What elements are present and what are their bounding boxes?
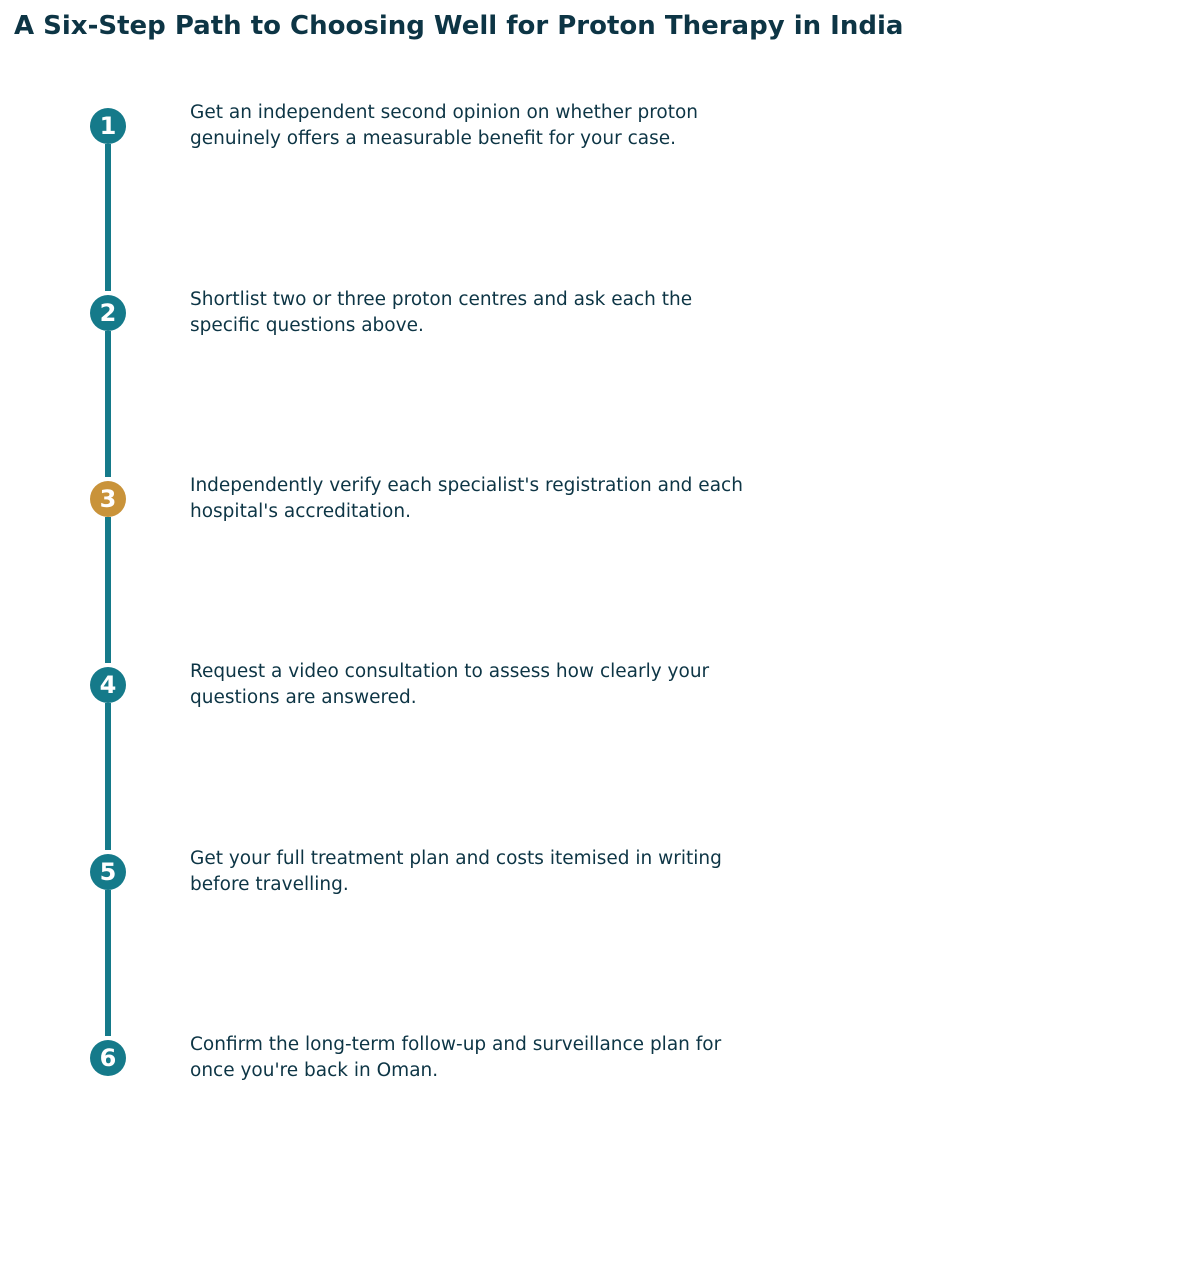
step-connector-4-5 [105, 703, 111, 850]
step-marker-3: 3 [90, 481, 126, 517]
page-title: A Six-Step Path to Choosing Well for Proton Therapy in India [14, 11, 904, 41]
step-connector-3-4 [105, 517, 111, 663]
step-connector-2-3 [105, 331, 111, 477]
step-connector-1-2 [105, 144, 111, 291]
step-marker-4: 4 [90, 667, 126, 703]
step-text-3: Independently verify each specialist's registration and each hospital's accreditation. [190, 475, 743, 522]
step-connector-5-6 [105, 890, 111, 1036]
step-marker-5: 5 [90, 854, 126, 890]
step-marker-2: 2 [90, 295, 126, 331]
step-text-5: Get your full treatment plan and costs itemised in writing before travelling. [190, 848, 722, 895]
step-text-1: Get an independent second opinion on whether proton genuinely offers a measurable benefit for your case. [190, 102, 699, 149]
step-text-4: Request a video consultation to assess how clearly your questions are answered. [190, 661, 710, 708]
step-text-2: Shortlist two or three proton centres and ask each the specific questions above. [190, 289, 693, 336]
step-text-6: Confirm the long-term follow-up and surveillance plan for once you're back in Oman. [190, 1034, 722, 1081]
step-marker-6: 6 [90, 1040, 126, 1076]
step-marker-1: 1 [90, 108, 126, 144]
